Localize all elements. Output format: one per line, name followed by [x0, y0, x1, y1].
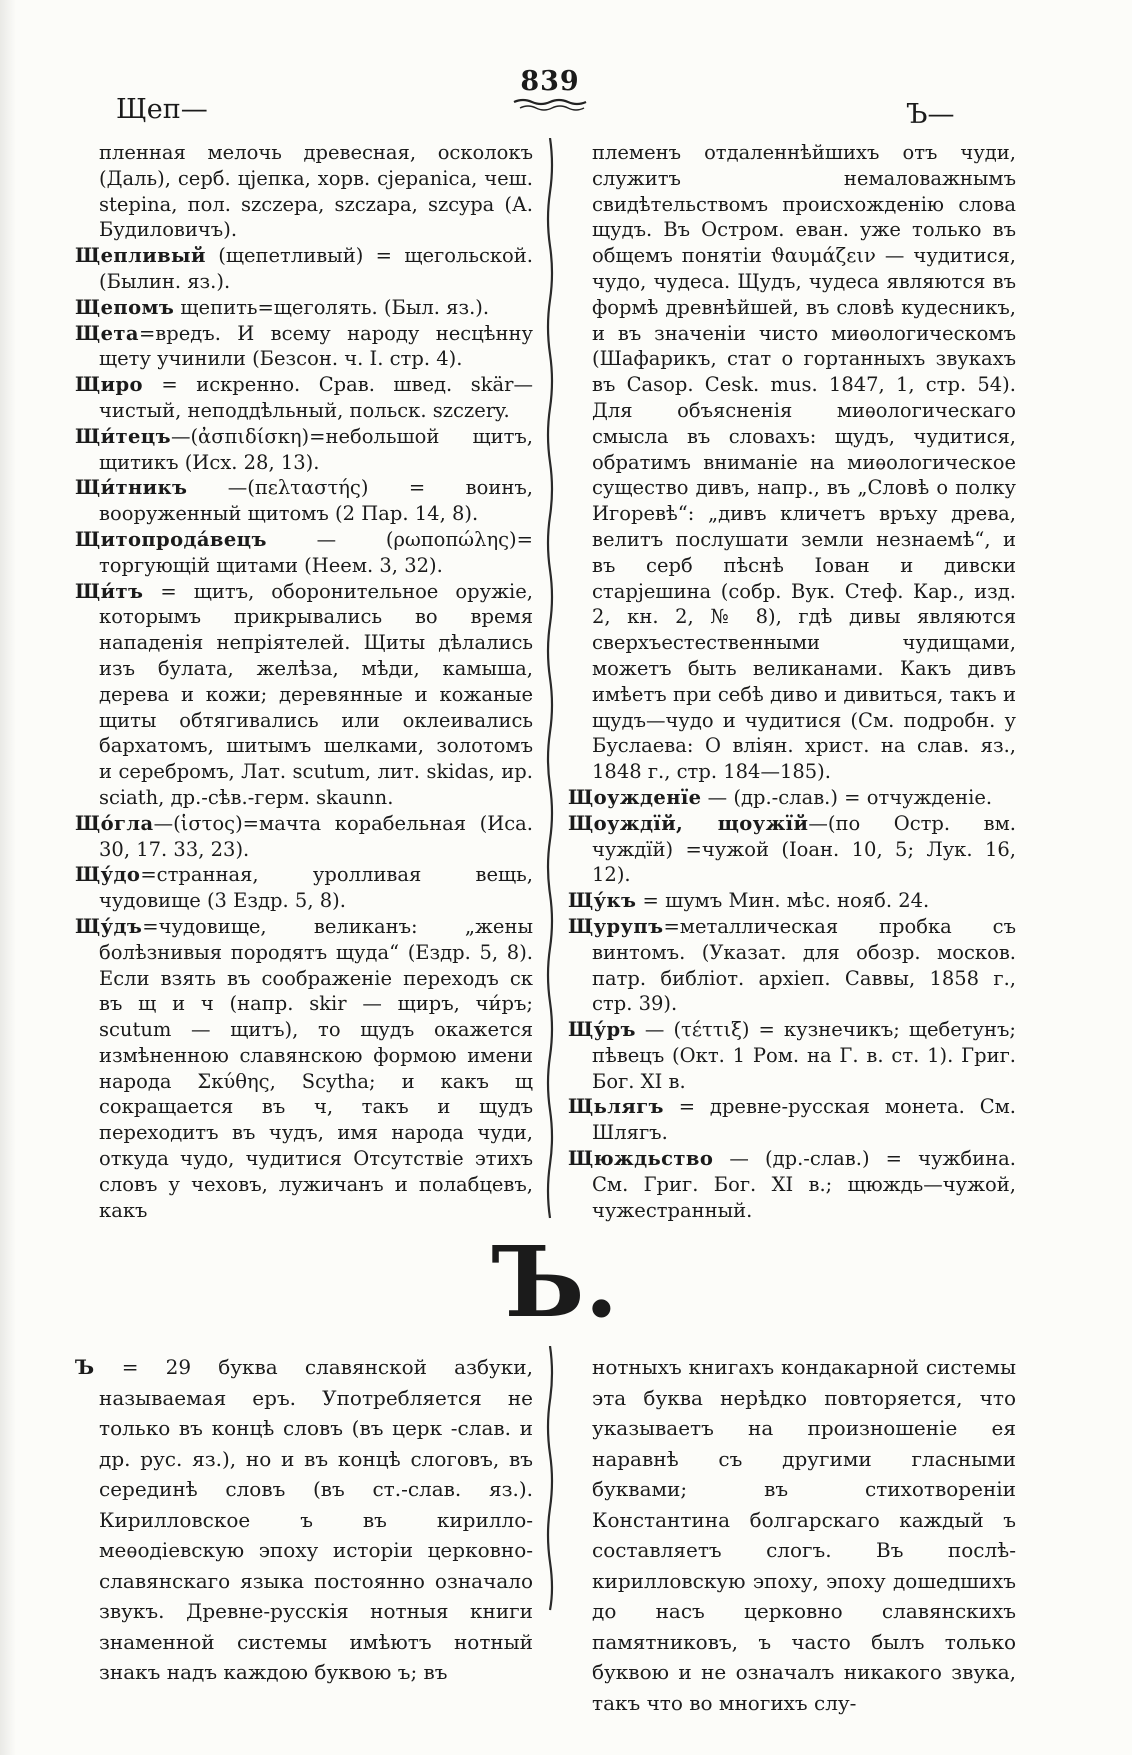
dictionary-entry [75, 372, 533, 424]
entry-body: —(πελταστής) = воинъ, вооруженный щитомъ (2 Пар. 14, 8). [99, 476, 533, 526]
dictionary-entry [75, 475, 533, 527]
dictionary-entry [75, 527, 533, 579]
entry-body: — (ρωποπώλης)= торгующій щитами (Неем. 3, 32). [99, 527, 533, 577]
entry-body: = искренно. Срав. швед. skär—чистый, неподдѣльный, польск. szczery. [99, 373, 533, 422]
dictionary-entry [75, 243, 533, 295]
right-column-bottom [568, 1352, 1016, 1718]
dictionary-entry [75, 579, 533, 811]
headword: Щепомъ [75, 295, 175, 319]
entry-body: племенъ отдаленнѣйшихъ отъ чуди, служитъ немаловажнымъ свидѣтельствомъ происхожденію слова щудъ. Въ Остром. еван. уже только въ общемъ понятіи ϑαυμάζειν — чудитися, чудо, чудеса. Щудъ, чудеса являются въ формѣ древнѣйшей, въ словѣ кудесникъ, и въ значеніи чисто миѳологическомъ (Шафарикъ, стат о гортанныхъ звукахъ въ Casop. Cesk. mus. 1847, 1, стр. 54). Для объясненія миѳологическаго смысла въ словахъ: щудъ, чудитися, обратимъ вниманіе на миѳологическое существо дивъ, напр., въ „Словѣ о полку Игоревѣ“: „дивъ кличетъ връху древа, велитъ послушати земли незнаемѣ“, и въ серб пѣснѣ Іован и дивски старјешина (собр. Вук. Стеф. Кар., изд. 2, кн. 2, № 8), гдѣ дивы являются сверхъестественными чудищами, можетъ быть великанами. Какъ дивъ имѣетъ при себѣ диво и дивиться, такъ и щудъ—чудо и чудитися (См. подробн. у Буслаева: О вліян. христ. на слав. яз., 1848 г., стр. 184—185). [592, 141, 1016, 784]
headword: Ъ [75, 1355, 95, 1379]
dictionary-entry [75, 424, 533, 476]
headword: Щоужденїе [568, 785, 702, 809]
page-number: 839 [520, 66, 580, 97]
dictionary-entry [75, 914, 533, 1224]
entry-body: — (др.-слав.) = чужбина. См. Григ. Бог. XI в.; щюждь—чужой, чужестранный. [592, 1147, 1016, 1222]
headword: Щу́дъ [75, 914, 143, 938]
headword: Щи́тецъ [75, 424, 171, 448]
entry-body: = щитъ, оборонительное оружіе, которымъ прикрывались во время нападенія непріятелей. Щиты дѣлались изъ булата, желѣза, мѣди, камыша, дерева и кожи; деревянные и кожаные щиты обтягивались или оклеивались бархатомъ, шитымъ шелками, золотомъ и серебромъ, Лат. scutum, лит. skidas, ир. sciath, др.-сѣв.-герм. skaunn. [99, 579, 533, 809]
headword: Щи́тникъ [75, 476, 188, 500]
scan-edge-shadow [0, 0, 16, 1755]
column-divider-rule-bottom [543, 1346, 557, 1614]
entry-body: =вредъ. И всему народу несцѣнну щету учинили (Безсон. ч. I. стр. 4). [99, 321, 533, 371]
entry-body: —(ἀσπιδίσκη)=небольшой щитъ, щитикъ (Исх. 28, 13). [99, 424, 533, 474]
dictionary-entry [568, 811, 1016, 888]
headword: Щи́тъ [75, 579, 144, 603]
entry-body: —(ἱστος)=мачта корабельная (Иса. 30, 17. 33, 23). [99, 811, 533, 861]
dictionary-entry [75, 295, 533, 321]
dictionary-entry [568, 1146, 1016, 1223]
entry-body: =металлическая пробка съ винтомъ. (Указат. для обозр. москов. патр. библіот. архіеп. Саввы, 1858 г., стр. 39). [592, 914, 1016, 1016]
dictionary-entry [75, 321, 533, 373]
left-column-bottom [75, 1352, 533, 1688]
headword: Щурупъ [568, 914, 664, 938]
left-column-top [75, 140, 533, 1223]
dictionary-entry [75, 862, 533, 914]
entry-body: — (τέττιξ) = кузнечикъ; щебетунъ; пѣвецъ (Окт. 1 Ром. на Г. в. ст. 1). Григ. Бог. XI в. [592, 1018, 1016, 1093]
dictionary-entry [75, 1352, 533, 1688]
headword: Що́гла [75, 811, 154, 835]
running-head-left: Щеп— [116, 94, 208, 125]
headword: Щу́къ [568, 889, 637, 913]
page-number-flourish-rule [512, 97, 592, 113]
headword: Щета [75, 321, 139, 345]
entry-body: щепить=щеголять. (Был. яз.). [174, 295, 490, 319]
dictionary-entry [75, 140, 533, 243]
entry-body: — (др.-слав.) = отчужденіе. [701, 785, 993, 809]
dictionary-entry [568, 785, 1016, 811]
entry-body: пленная мелочь древесная, осколокъ (Даль), серб. цјепка, хорв. cjepanica, чеш. stepina, пол. szczepa, szczapa, szcypa (А. Будиловичъ). [99, 141, 533, 242]
dictionary-entry [568, 1352, 1016, 1718]
entry-body: нотныхъ книгахъ кондакарной системы эта буква нерѣдко повторяется, что указываетъ на произношеніе ея наравнѣ съ другими гласными буквами; въ стихотвореніи Константина болгарскаго каждый ъ составляетъ слогъ. Въ послѣ-кирилловскую эпоху, эпоху дошедшихъ до насъ церковно славянскихъ памятниковъ, ъ часто былъ только буквою и не означалъ никакого звука, такъ что во многихъ слу- [592, 1355, 1016, 1715]
headword: Щитопрода́вецъ [75, 527, 267, 551]
entry-body: =чудовище, великанъ: „жены болѣзнивыя породятъ щуда“ (Ездр. 5, 8). Если взять въ соображеніе переходъ ск въ щ и ч (напр. skir — щиръ, чи́ръ; scutum — щитъ), то щудъ окажется измѣненною славянскою формою имени народа Σκύθης, Scytha; и какъ щ сокращается въ ч, такъ и щудъ переходитъ въ чудъ, имя народа чуди, откуда чудо, чудитися Отсутствіе этихъ словъ у чеховъ, лужичанъ и полабцевъ, какъ [99, 914, 533, 1222]
headword: Щоуждїй, щоужїй [568, 811, 809, 835]
running-head-right: Ъ— [906, 99, 955, 130]
headword: Щу́ръ [568, 1018, 636, 1042]
headword: Щу́до [75, 863, 141, 887]
entry-body: = 29 буква славянской азбуки, называемая еръ. Употребляется не только въ концѣ словъ (въ церк -слав. и др. рус. яз.), но и въ концѣ слоговъ, въ серединѣ словъ (въ ст.-слав. яз.). Кирилловское ъ въ кирилло-меѳодіевскую эпоху исторіи церковно-славянскаго языка постоянно означало звукъ. Древне-русскія нотныя книги знаменной системы имѣютъ нотный знакъ надъ каждою буквою ъ; въ [94, 1355, 533, 1684]
headword: Щьлягъ [568, 1095, 664, 1119]
section-letter: Ъ. [491, 1225, 619, 1339]
dictionary-entry [75, 811, 533, 863]
dictionary-entry [568, 1017, 1016, 1094]
entry-body: = древне-русская монета. См. Шлягъ. [592, 1095, 1016, 1145]
column-divider-rule-top [543, 138, 557, 1228]
dictionary-entry [568, 914, 1016, 1017]
headword: Щиро [75, 373, 143, 397]
entry-body: = шумъ Мин. мѣс. нояб. 24. [636, 889, 930, 913]
headword: Щепливый [75, 244, 206, 268]
dictionary-entry [568, 1094, 1016, 1146]
entry-body: —(по Остр. вм. чуждїй) =чужой (Іоан. 10, 5; Лук. 16, 12). [592, 811, 1016, 887]
right-column-top [568, 140, 1016, 1223]
entry-body: (щепетливый) = щегольской. (Былин. яз.). [99, 244, 533, 293]
headword: Щюждьство [568, 1147, 714, 1171]
dictionary-entry [568, 888, 1016, 914]
dictionary-entry [568, 140, 1016, 785]
entry-body: =странная, уролливая вещь, чудовище (3 Ездр. 5, 8). [99, 863, 533, 913]
